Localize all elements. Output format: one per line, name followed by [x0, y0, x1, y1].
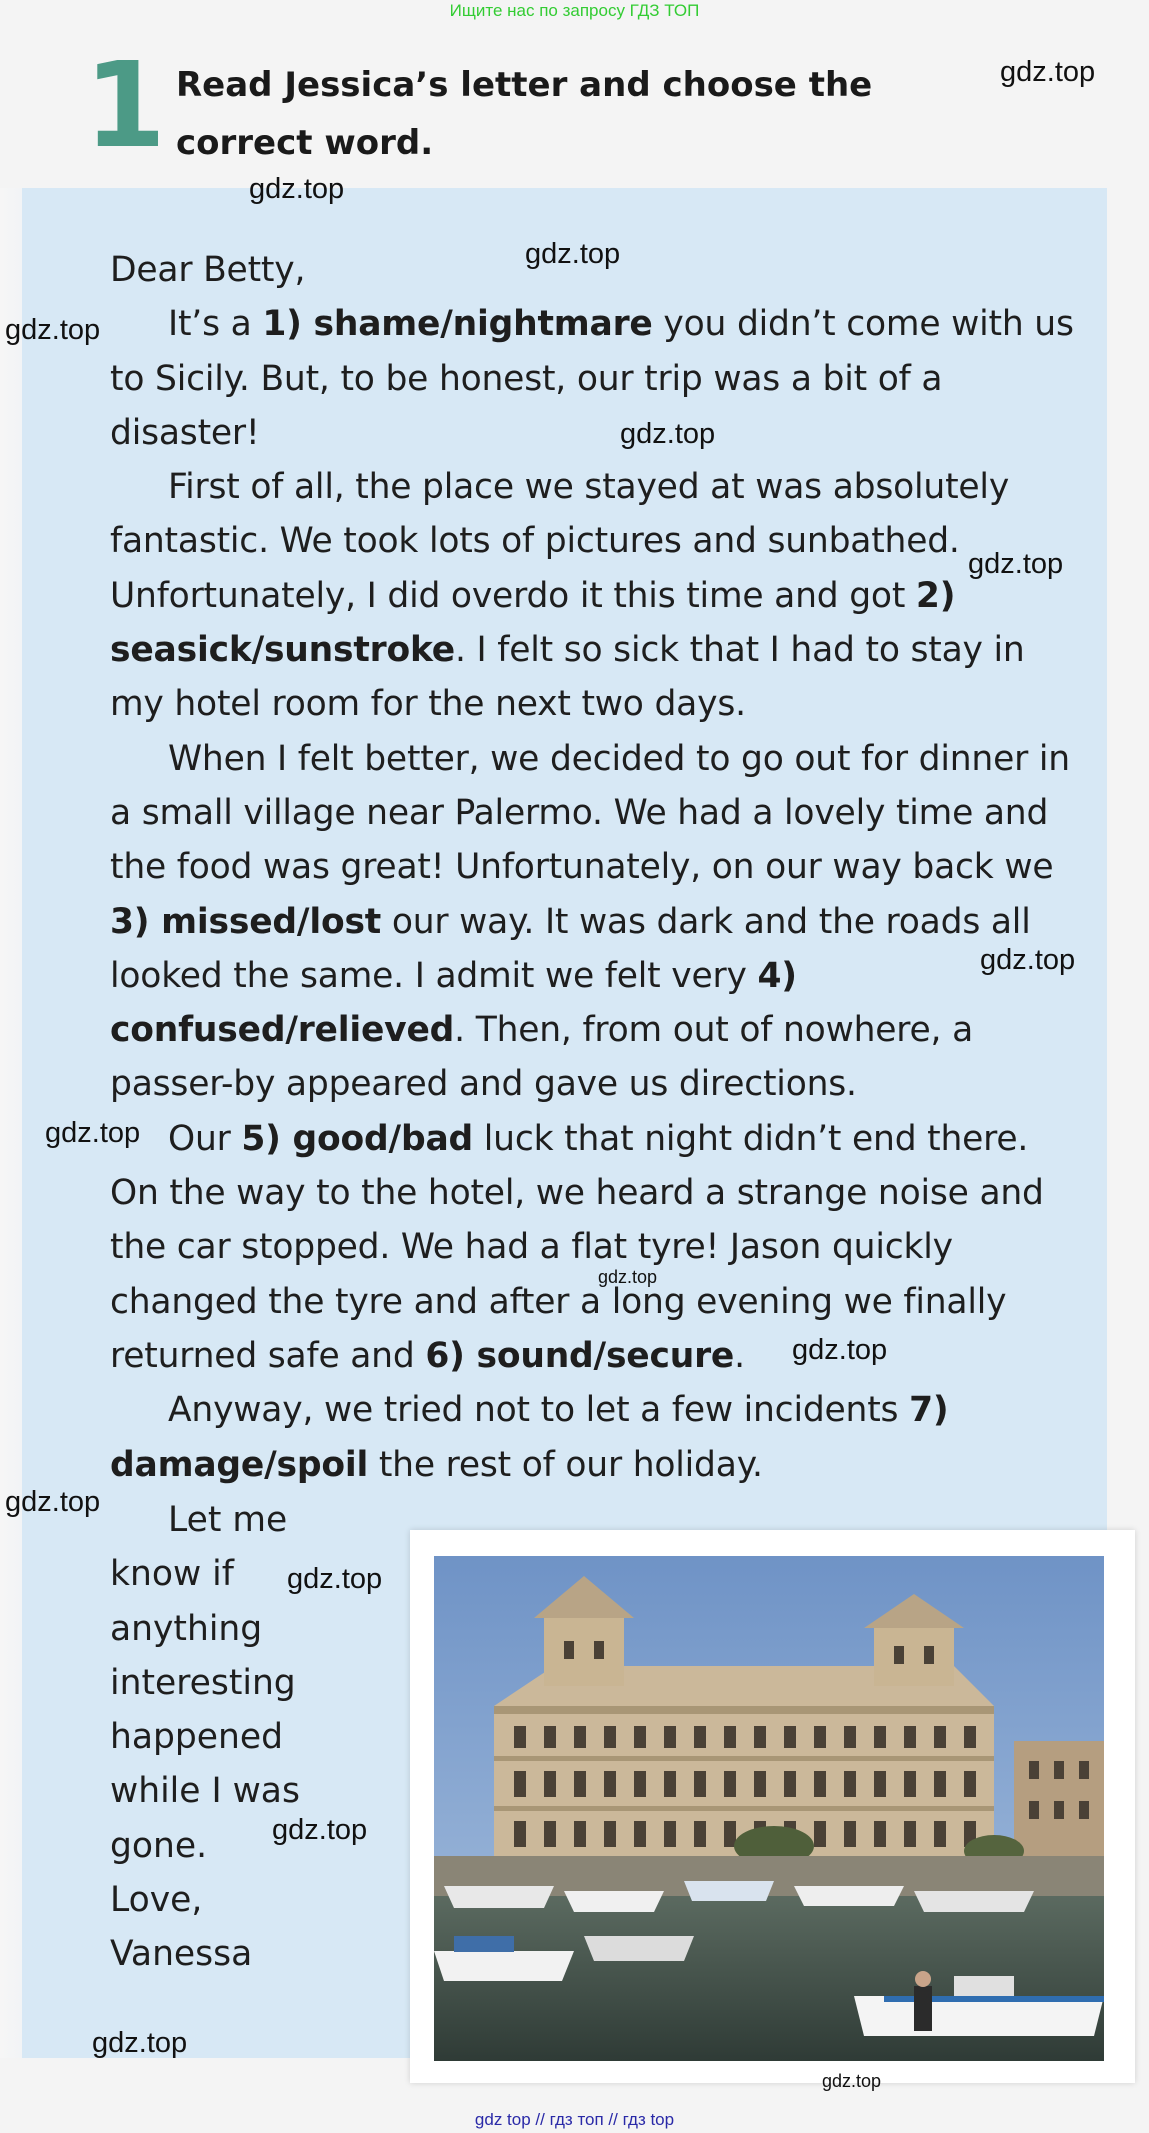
- text-segment: .: [734, 1335, 745, 1376]
- watermark: gdz.top: [45, 1117, 141, 1149]
- choice-3: 3) missed/lost: [110, 901, 382, 942]
- watermark: gdz.top: [272, 1814, 368, 1846]
- harbour-photo: [434, 1556, 1104, 2061]
- watermark: gdz.top: [1000, 56, 1096, 88]
- letter-paragraph-2: [110, 460, 1080, 731]
- letter-paragraph-4: [110, 1112, 1080, 1383]
- top-banner[interactable]: Ищите нас по запросу ГДЗ ТОП: [449, 1, 700, 20]
- letter-paragraph-3: [110, 732, 1080, 1112]
- text-segment: First of all, the place we stayed at was absolutely fantastic. We took lots of pictures and sunbathed. Unfortunately, I did overdo it this time and got: [110, 467, 1010, 616]
- text-segment: you didn’t come with us to Sicily. But, to be honest, our trip was a bit of a disaster!: [110, 304, 1074, 453]
- text-segment: Anyway, we tried not to let a few incidents: [168, 1390, 910, 1431]
- choice-6: 6) sound/secure: [425, 1335, 735, 1376]
- choice-4: 4) confused/relieved: [110, 955, 797, 1051]
- closing-line: anything: [110, 1608, 263, 1649]
- letter-salutation: Dear Betty,: [110, 250, 306, 290]
- watermark-small: gdz.top: [822, 2071, 882, 2091]
- watermark-small: gdz.top: [598, 1267, 658, 1287]
- text-segment: . I felt so sick that I had to stay in my hotel room for the next two days.: [110, 630, 1025, 725]
- choice-5: 5) good/bad: [241, 1118, 474, 1159]
- watermark: gdz.top: [620, 418, 716, 450]
- bottom-links[interactable]: gdz top // гдз топ // гдз top: [474, 2110, 675, 2129]
- choice-7: 7) damage/spoil: [110, 1390, 949, 1485]
- text-segment: . Then, from out of nowhere, a passer-by appeared and gave us directions.: [110, 1010, 974, 1105]
- watermark: gdz.top: [980, 944, 1076, 976]
- watermark: gdz.top: [525, 238, 621, 270]
- watermark: gdz.top: [5, 1486, 101, 1518]
- watermark: gdz.top: [287, 1563, 383, 1595]
- closing-line: gone.: [110, 1825, 208, 1866]
- text-segment: the rest of our holiday.: [368, 1444, 763, 1485]
- watermark: gdz.top: [968, 548, 1064, 580]
- letter-paragraph-1: [110, 297, 1080, 460]
- watermark: gdz.top: [92, 2027, 188, 2059]
- text-segment: Our: [168, 1118, 242, 1159]
- exercise-number: 1: [84, 36, 167, 174]
- text-segment: It’s a: [168, 304, 263, 345]
- closing-line: interesting: [110, 1662, 296, 1703]
- closing-line: happened: [110, 1717, 284, 1758]
- exercise-instruction: Read Jessica’s letter and choose the correct word.: [176, 65, 873, 163]
- closing-line: Let me: [168, 1500, 288, 1540]
- closing-line: know if: [110, 1554, 234, 1595]
- text-segment: our way. It was dark and the roads all looked the same. I admit we felt very: [110, 901, 1031, 996]
- closing-line: while I was: [110, 1771, 300, 1812]
- text-segment: When I felt better, we decided to go out for dinner in a small village near Palermo. We had a lovely time and the food was great! Unfortunately, on our way back we: [110, 738, 1070, 888]
- closing-line: Love,: [110, 1880, 203, 1921]
- watermark: gdz.top: [5, 314, 101, 346]
- text-segment: luck that night didn’t end there. On the way to the hotel, we heard a strange noise and the car stopped. We had a flat tyre! Jason quickly changed the tyre and after a long evening we finally returned safe and: [110, 1118, 1044, 1376]
- letter-paragraph-5: [110, 1383, 1080, 1492]
- choice-1: 1) shame/nightmare: [262, 304, 653, 345]
- watermark: gdz.top: [249, 173, 345, 205]
- letter-body: [110, 243, 1080, 1492]
- watermark: gdz.top: [792, 1334, 888, 1366]
- choice-2: 2) seasick/sunstroke: [110, 575, 956, 671]
- signature: Vanessa: [110, 1934, 253, 1975]
